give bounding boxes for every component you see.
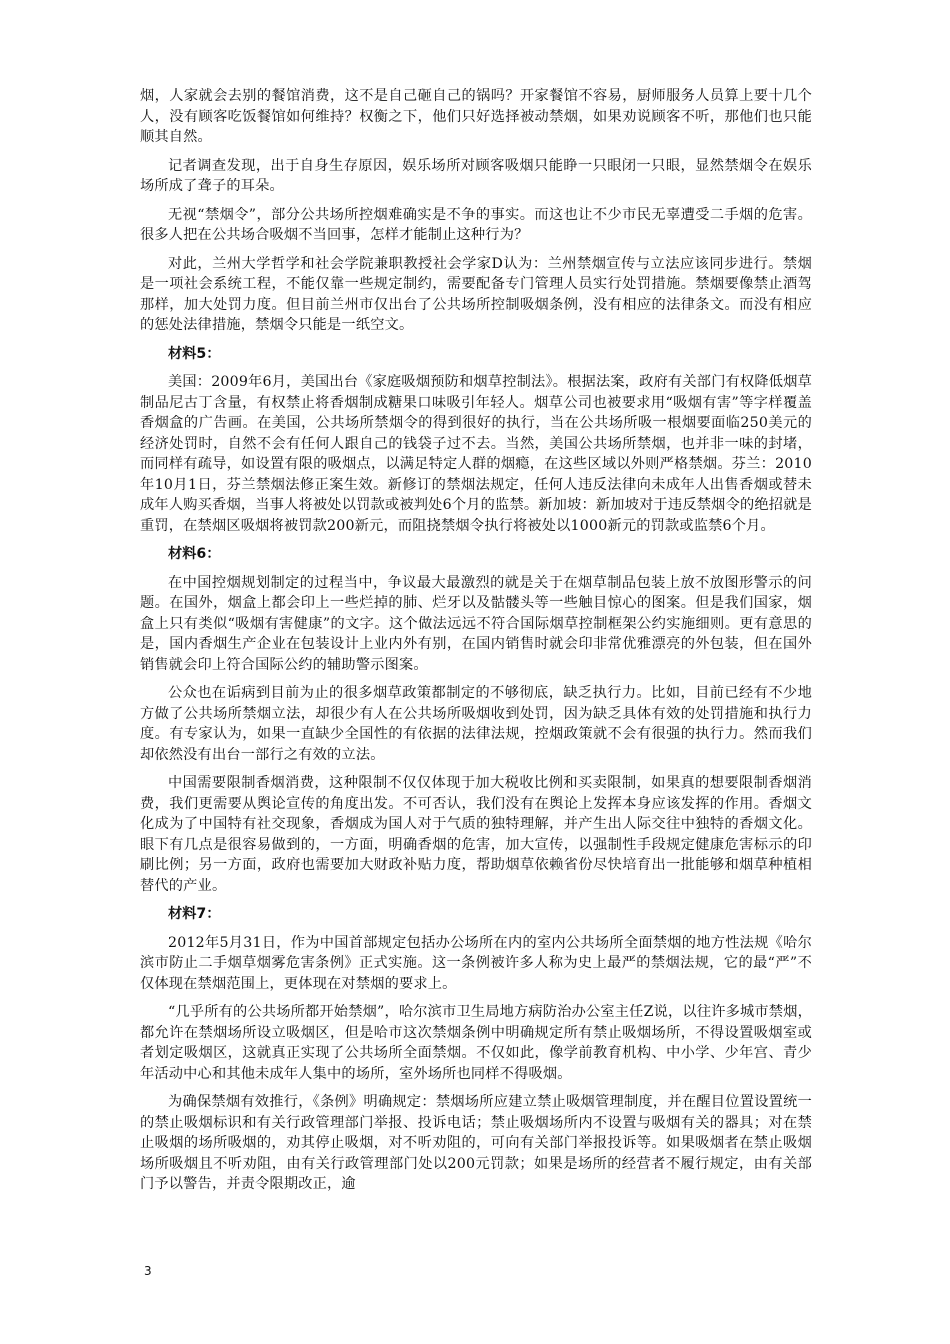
paragraph-ignore-ban: 无视“禁烟令”，部分公共场所控烟难确实是不争的事实。而这也让不少市民无辜遭受二手烟的危害。很多人把在公共场合吸烟不当回事，怎样才能制止这种行为？ [140, 206, 812, 243]
paragraph-package-warning: 在中国控烟规划制定的过程当中，争议最大最激烈的就是关于在烟草制品包装上放不放图形警示的问题。在国外，烟盒上都会印上一些烂掉的肺、烂牙以及骷髅头等一些触目惊心的图案。但是我们国家，烟盒上只有类似“吸烟有害健康”的文字。这个做法远远不符合国际烟草控制框架公约实施细则。更有意思的是，国内香烟生产企业在包装设计上业内外有别，在国内销售时就会印非常优雅漂亮的外包装，但在国外销售就会印上符合国际公约的辅助警示图案。 [140, 574, 812, 673]
page-number: 3 [144, 1264, 152, 1278]
paragraph-international-laws: 美国：2009年6月，美国出台《家庭吸烟预防和烟草控制法》。根据法案，政府有关部门有权降低烟草制品尼古丁含量，有权禁止将香烟制成糖果口味吸引年轻人。烟草公司也被要求用“吸烟有害”等字样覆盖香烟盒的广告画。在美国，公共场所禁烟令的得到很好的执行，当在公共场所吸一根烟要面临250美元的经济处罚时，自然不会有任何人跟自己的钱袋子过不去。当然，美国公共场所禁烟，也并非一味的封堵，而同样有疏导，如设置有限的吸烟点，以满足特定人群的烟瘾，在这些区域以外则严格禁烟。芬兰：2010年10月1日，芬兰禁烟法修正案生效。新修订的禁烟法规定，任何人违反法律向未成年人出售香烟或替未成年人购买香烟，当事人将被处以罚款或被判处6个月的监禁。新加坡：新加坡对于违反禁烟令的绝招就是重罚，在禁烟区吸烟将被罚款200新元，而阻挠禁烟令执行将被处以1000新元的罚款或监禁6个月。 [140, 374, 812, 534]
paragraph-continued-restaurant: 烟，人家就会去别的餐馆消费，这不是自己砸自己的锅吗？开家餐馆不容易，厨师服务人员算上要十几个人，没有顾客吃饭餐馆如何维持？权衡之下，他们只好选择被动禁烟，如果劝说顾客不听，那他们也只能顺其自然。 [140, 88, 812, 145]
paragraph-public-criticism: 公众也在诟病到目前为止的很多烟草政策都制定的不够彻底，缺乏执行力。比如，目前已经有不少地方做了公共场所禁烟立法，却很少有人在公共场所吸烟收到处罚，因为缺乏具体有效的处罚措施和执行力度。有专家认为，如果一直缺少全国性的有依据的法律法规，控烟政策就不会有很强的执行力。然而我们却依然没有出台一部行之有效的立法。 [140, 685, 812, 763]
paragraph-reporter-survey: 记者调查发现，出于自身生存原因，娱乐场所对顾客吸烟只能睁一只眼闭一只眼，显然禁烟令在娱乐场所成了聋子的耳朵。 [140, 157, 812, 194]
material-7-heading: 材料7： [168, 906, 221, 922]
paragraph-limit-consumption: 中国需要限制香烟消费，这种限制不仅仅体现于加大税收比例和买卖限制，如果真的想要限制香烟消费，我们更需要从舆论宣传的角度出发。不可否认，我们没有在舆论上发挥本身应该发挥的作用。香烟文化成为了中国特有社交现象，香烟成为国人对于气质的独特理解，并产生出人际交往中独特的香烟文化。眼下有几点是很容易做到的，一方面，明确香烟的危害，加大宣传，以强制性手段规定健康危害标示的印刷比例；另一方面，政府也需要加大财政补贴力度，帮助烟草依赖省份尽快培育出一批能够和烟草种植相替代的产业。 [140, 775, 812, 894]
material-6-heading: 材料6： [168, 546, 221, 562]
paragraph-harbin-regulation: 2012年5月31日，作为中国首部规定包括办公场所在内的室内公共场所全面禁烟的地方性法规《哈尔滨市防止二手烟草烟雾危害条例》正式实施。这一条例被许多人称为史上最严的禁烟法规，它的最“严”不仅体现在禁烟范围上，更体现在对禁烟的要求上。 [140, 934, 812, 992]
paragraph-harbin-full-ban: “几乎所有的公共场所都开始禁烟”，哈尔滨市卫生局地方病防治办公室主任Z说，以往许多城市禁烟，都允许在禁烟场所设立吸烟区，但是哈市这次禁烟条例中明确规定所有禁止吸烟场所，不得设置吸烟室或者划定吸烟区，这就真正实现了公共场所全面禁烟。不仅如此，像学前教育机构、中小学、少年宫、青少年活动中心和其他未成年人集中的场所，室外场所也同样不得吸烟。 [140, 1004, 812, 1082]
material-5-heading: 材料5： [168, 345, 221, 362]
paragraph-lanzhou-expert: 对此，兰州大学哲学和社会学院兼职教授社会学家D认为：兰州禁烟宣传与立法应该同步进行。禁烟是一项社会系统工程，不能仅靠一些规定制约，需要配备专门管理人员实行处罚措施。禁烟要像禁止酒驾那样，加大处罚力度。但目前兰州市仅出台了公共场所控制吸烟条例，没有相应的法律条文。而没有相应的惩处法律措施，禁烟令只能是一纸空文。 [140, 255, 812, 333]
paragraph-regulation-rules: 为确保禁烟有效推行，《条例》明确规定：禁烟场所应建立禁止吸烟管理制度，并在醒目位置设置统一的禁止吸烟标识和有关行政管理部门举报、投诉电话；禁止吸烟场所内不设置与吸烟有关的器具；对在禁止吸烟的场所吸烟的，劝其停止吸烟，对不听劝阻的，可向有关部门举报投诉等。如果吸烟者在禁止吸烟场所吸烟且不听劝阻，由有关行政管理部门处以200元罚款；如果是场所的经营者不履行规定，由有关部门予以警告，并责令限期改正，逾 [140, 1094, 812, 1192]
document-body [140, 86, 812, 1203]
